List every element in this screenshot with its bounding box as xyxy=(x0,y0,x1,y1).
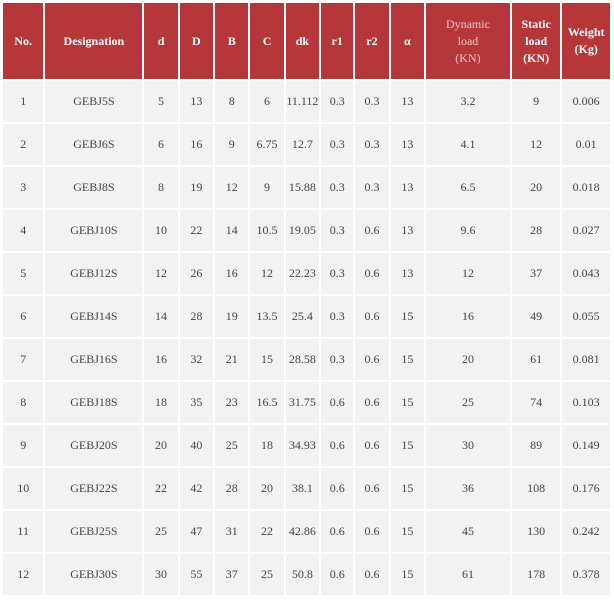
cell-designation: GEBJ22S xyxy=(45,468,142,509)
cell-dynamic-load: 16 xyxy=(426,296,510,337)
cell-static-load: 130 xyxy=(512,511,560,552)
cell-designation: GEBJ6S xyxy=(45,124,142,165)
cell-dynamic-load: 61 xyxy=(426,554,510,595)
cell-no: 8 xyxy=(3,382,43,423)
cell-dk: 42.86 xyxy=(286,511,319,552)
cell-alpha: 13 xyxy=(391,81,424,122)
cell-b: 23 xyxy=(215,382,248,423)
cell-dynamic-load: 25 xyxy=(426,382,510,423)
table-header-row xyxy=(3,3,610,79)
cell-dynamic-load: 30 xyxy=(426,425,510,466)
header-d: d xyxy=(144,3,177,79)
cell-r2: 0.3 xyxy=(355,167,388,208)
cell-r1: 0.3 xyxy=(321,210,353,251)
cell-alpha: 15 xyxy=(391,382,424,423)
cell-designation: GEBJ25S xyxy=(45,511,142,552)
cell-b: 31 xyxy=(215,511,248,552)
cell-static-load: 108 xyxy=(512,468,560,509)
cell-b: 8 xyxy=(215,81,248,122)
cell-weight: 0.378 xyxy=(562,554,610,595)
cell-alpha: 13 xyxy=(391,167,424,208)
cell-d: 18 xyxy=(144,382,177,423)
cell-c: 22 xyxy=(250,511,283,552)
cell-dynamic-load: 9.6 xyxy=(426,210,510,251)
cell-weight: 0.043 xyxy=(562,253,610,294)
cell-d: 30 xyxy=(144,554,177,595)
header-dynamic-line: Dynamic xyxy=(445,16,490,31)
cell-dynamic-load: 36 xyxy=(426,468,510,509)
cell-outer-d: 16 xyxy=(180,124,213,165)
cell-no: 4 xyxy=(3,210,43,251)
table-row xyxy=(3,253,610,294)
cell-outer-d: 42 xyxy=(180,468,213,509)
cell-outer-d: 35 xyxy=(180,382,213,423)
cell-dk: 25.4 xyxy=(286,296,319,337)
cell-r2: 0.6 xyxy=(355,296,388,337)
header-static-load xyxy=(512,3,560,79)
table-row xyxy=(3,339,610,380)
cell-d: 6 xyxy=(144,124,177,165)
cell-static-load: 12 xyxy=(512,124,560,165)
header-outer-d: D xyxy=(180,3,213,79)
cell-designation: GEBJ14S xyxy=(45,296,142,337)
cell-d: 14 xyxy=(144,296,177,337)
cell-c: 18 xyxy=(250,425,283,466)
cell-alpha: 15 xyxy=(391,339,424,380)
cell-r1: 0.3 xyxy=(321,81,353,122)
cell-d: 25 xyxy=(144,511,177,552)
cell-designation: GEBJ20S xyxy=(45,425,142,466)
cell-dk: 15.88 xyxy=(286,167,319,208)
cell-r1: 0.6 xyxy=(321,382,353,423)
cell-dk: 11.112 xyxy=(286,81,319,122)
cell-dynamic-load: 20 xyxy=(426,339,510,380)
cell-outer-d: 47 xyxy=(180,511,213,552)
cell-b: 9 xyxy=(215,124,248,165)
cell-r2: 0.3 xyxy=(355,81,388,122)
cell-r1: 0.6 xyxy=(321,511,353,552)
cell-outer-d: 19 xyxy=(180,167,213,208)
cell-b: 21 xyxy=(215,339,248,380)
cell-c: 6 xyxy=(250,81,283,122)
cell-static-load: 37 xyxy=(512,253,560,294)
cell-b: 16 xyxy=(215,253,248,294)
cell-b: 12 xyxy=(215,167,248,208)
header-dk: dk xyxy=(286,3,319,79)
cell-b: 28 xyxy=(215,468,248,509)
cell-weight: 0.242 xyxy=(562,511,610,552)
cell-dk: 50.8 xyxy=(286,554,319,595)
cell-designation: GEBJ30S xyxy=(45,554,142,595)
header-dynamic-load xyxy=(426,3,510,79)
cell-static-load: 61 xyxy=(512,339,560,380)
cell-weight: 0.081 xyxy=(562,339,610,380)
cell-c: 6.75 xyxy=(250,124,283,165)
header-static-line: load xyxy=(525,33,548,48)
cell-no: 12 xyxy=(3,554,43,595)
cell-c: 9 xyxy=(250,167,283,208)
cell-outer-d: 26 xyxy=(180,253,213,294)
table-body xyxy=(3,81,610,595)
cell-alpha: 15 xyxy=(391,511,424,552)
cell-outer-d: 40 xyxy=(180,425,213,466)
cell-r2: 0.3 xyxy=(355,124,388,165)
header-r1: r1 xyxy=(321,3,353,79)
cell-r2: 0.6 xyxy=(355,339,388,380)
table-row xyxy=(3,468,610,509)
cell-outer-d: 55 xyxy=(180,554,213,595)
cell-static-load: 89 xyxy=(512,425,560,466)
header-no: No. xyxy=(3,3,43,79)
table-row xyxy=(3,382,610,423)
cell-no: 5 xyxy=(3,253,43,294)
table-row xyxy=(3,167,610,208)
cell-d: 22 xyxy=(144,468,177,509)
cell-weight: 0.176 xyxy=(562,468,610,509)
table-row xyxy=(3,296,610,337)
cell-no: 11 xyxy=(3,511,43,552)
cell-weight: 0.149 xyxy=(562,425,610,466)
cell-no: 2 xyxy=(3,124,43,165)
cell-dynamic-load: 6.5 xyxy=(426,167,510,208)
table-row xyxy=(3,124,610,165)
cell-alpha: 15 xyxy=(391,468,424,509)
header-b: B xyxy=(215,3,248,79)
cell-static-load: 178 xyxy=(512,554,560,595)
cell-weight: 0.103 xyxy=(562,382,610,423)
header-r2: r2 xyxy=(355,3,388,79)
cell-alpha: 13 xyxy=(391,124,424,165)
cell-designation: GEBJ5S xyxy=(45,81,142,122)
cell-d: 8 xyxy=(144,167,177,208)
cell-r1: 0.6 xyxy=(321,425,353,466)
cell-dynamic-load: 3.2 xyxy=(426,81,510,122)
cell-alpha: 13 xyxy=(391,210,424,251)
header-weight-line: Weight xyxy=(567,25,605,39)
cell-r1: 0.3 xyxy=(321,167,353,208)
cell-dk: 22.23 xyxy=(286,253,319,294)
table-row xyxy=(3,81,610,122)
cell-c: 25 xyxy=(250,554,283,595)
cell-weight: 0.006 xyxy=(562,81,610,122)
cell-r2: 0.6 xyxy=(355,425,388,466)
cell-c: 12 xyxy=(250,253,283,294)
cell-b: 25 xyxy=(215,425,248,466)
cell-dk: 38.1 xyxy=(286,468,319,509)
cell-c: 10.5 xyxy=(250,210,283,251)
cell-r2: 0.6 xyxy=(355,554,388,595)
cell-d: 12 xyxy=(144,253,177,294)
cell-weight: 0.055 xyxy=(562,296,610,337)
cell-dk: 28.58 xyxy=(286,339,319,380)
cell-d: 5 xyxy=(144,81,177,122)
header-weight xyxy=(562,3,610,79)
header-c: C xyxy=(250,3,283,79)
cell-static-load: 20 xyxy=(512,167,560,208)
cell-designation: GEBJ18S xyxy=(45,382,142,423)
cell-r1: 0.3 xyxy=(321,339,353,380)
table-row xyxy=(3,511,610,552)
cell-outer-d: 32 xyxy=(180,339,213,380)
cell-dk: 12.7 xyxy=(286,124,319,165)
cell-d: 16 xyxy=(144,339,177,380)
cell-outer-d: 22 xyxy=(180,210,213,251)
cell-no: 7 xyxy=(3,339,43,380)
header-static-line: (KN) xyxy=(523,50,550,65)
header-weight-line: (Kg) xyxy=(574,42,598,56)
cell-r2: 0.6 xyxy=(355,210,388,251)
cell-r2: 0.6 xyxy=(355,468,388,509)
cell-r2: 0.6 xyxy=(355,253,388,294)
cell-alpha: 15 xyxy=(391,296,424,337)
cell-no: 10 xyxy=(3,468,43,509)
table-row xyxy=(3,210,610,251)
cell-c: 15 xyxy=(250,339,283,380)
cell-weight: 0.018 xyxy=(562,167,610,208)
cell-c: 20 xyxy=(250,468,283,509)
cell-r2: 0.6 xyxy=(355,382,388,423)
cell-dk: 34.93 xyxy=(286,425,319,466)
cell-b: 19 xyxy=(215,296,248,337)
cell-d: 10 xyxy=(144,210,177,251)
cell-designation: GEBJ16S xyxy=(45,339,142,380)
cell-d: 20 xyxy=(144,425,177,466)
cell-static-load: 49 xyxy=(512,296,560,337)
cell-alpha: 15 xyxy=(391,554,424,595)
header-dynamic-line: load xyxy=(457,33,479,48)
cell-r2: 0.6 xyxy=(355,511,388,552)
cell-r1: 0.3 xyxy=(321,296,353,337)
cell-designation: GEBJ12S xyxy=(45,253,142,294)
cell-b: 37 xyxy=(215,554,248,595)
cell-dk: 31.75 xyxy=(286,382,319,423)
cell-no: 1 xyxy=(3,81,43,122)
cell-r1: 0.6 xyxy=(321,468,353,509)
table-row xyxy=(3,554,610,595)
cell-dynamic-load: 4.1 xyxy=(426,124,510,165)
cell-static-load: 74 xyxy=(512,382,560,423)
bearing-spec-table xyxy=(1,1,612,597)
cell-c: 13.5 xyxy=(250,296,283,337)
cell-c: 16.5 xyxy=(250,382,283,423)
cell-alpha: 13 xyxy=(391,253,424,294)
cell-weight: 0.027 xyxy=(562,210,610,251)
cell-designation: GEBJ8S xyxy=(45,167,142,208)
cell-outer-d: 13 xyxy=(180,81,213,122)
cell-dk: 19.05 xyxy=(286,210,319,251)
cell-dynamic-load: 45 xyxy=(426,511,510,552)
cell-r1: 0.3 xyxy=(321,253,353,294)
cell-no: 9 xyxy=(3,425,43,466)
cell-no: 6 xyxy=(3,296,43,337)
header-dynamic-line: (KN) xyxy=(455,50,481,65)
cell-dynamic-load: 12 xyxy=(426,253,510,294)
cell-r1: 0.3 xyxy=(321,124,353,165)
cell-outer-d: 28 xyxy=(180,296,213,337)
cell-weight: 0.01 xyxy=(562,124,610,165)
table-row xyxy=(3,425,610,466)
cell-no: 3 xyxy=(3,167,43,208)
cell-b: 14 xyxy=(215,210,248,251)
header-designation: Designation xyxy=(45,3,142,79)
cell-static-load: 28 xyxy=(512,210,560,251)
cell-r1: 0.6 xyxy=(321,554,353,595)
header-static-line: Static xyxy=(521,16,551,31)
cell-designation: GEBJ10S xyxy=(45,210,142,251)
cell-static-load: 9 xyxy=(512,81,560,122)
header-alpha: α xyxy=(391,3,424,79)
cell-alpha: 15 xyxy=(391,425,424,466)
